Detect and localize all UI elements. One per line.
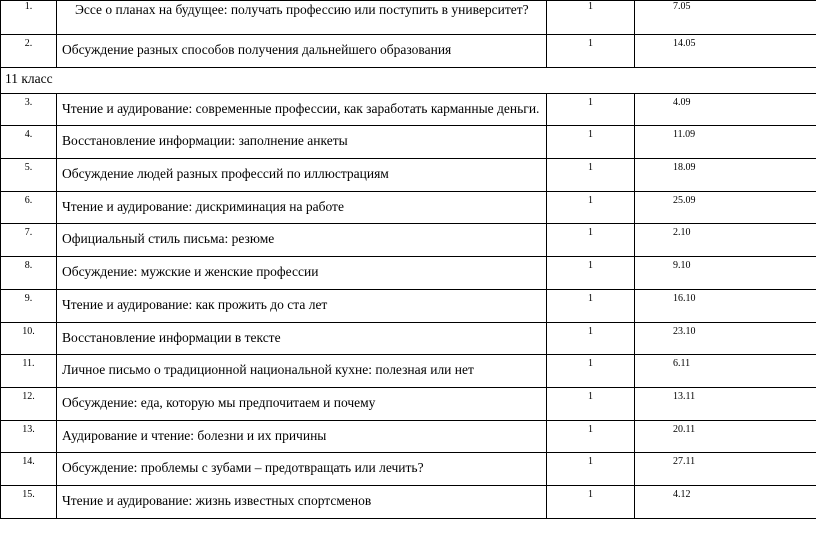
table-row [1,93,816,126]
lesson-number: 4. [1,126,57,159]
lesson-hours: 1 [547,355,635,388]
table-row [1,387,816,420]
section-row [1,67,816,93]
lesson-topic: Восстановление информации: заполнение анкеты [57,126,547,159]
lesson-hours: 1 [547,191,635,224]
lesson-date: 4.12 [635,485,816,518]
lesson-date: 2.10 [635,224,816,257]
lesson-date: 9.10 [635,257,816,290]
table-row [1,191,816,224]
lesson-hours: 1 [547,387,635,420]
lesson-topic: Аудирование и чтение: болезни и их причины [57,420,547,453]
table-row [1,355,816,388]
lesson-hours: 1 [547,420,635,453]
table-row [1,485,816,518]
lesson-topic: Восстановление информации в тексте [57,322,547,355]
lesson-date: 7.05 [635,1,816,35]
lesson-hours: 1 [547,322,635,355]
table-row [1,126,816,159]
table-row [1,322,816,355]
lesson-hours: 1 [547,1,635,35]
lesson-date: 4.09 [635,93,816,126]
table-row [1,453,816,486]
lesson-date: 25.09 [635,191,816,224]
lesson-plan-body [1,1,816,519]
section-label: 11 класс [1,67,816,93]
lesson-topic: Чтение и аудирование: жизнь известных спортсменов [57,485,547,518]
lesson-topic: Личное письмо о традиционной национальной кухне: полезная или нет [57,355,547,388]
lesson-topic: Обсуждение: мужские и женские профессии [57,257,547,290]
lesson-date: 13.11 [635,387,816,420]
lesson-number: 3. [1,93,57,126]
lesson-date: 18.09 [635,159,816,192]
lesson-hours: 1 [547,35,635,68]
lesson-date: 6.11 [635,355,816,388]
lesson-hours: 1 [547,289,635,322]
table-row [1,1,816,35]
lesson-number: 10. [1,322,57,355]
lesson-topic: Эссе о планах на будущее: получать профессию или поступить в университет? [57,1,547,35]
lesson-topic: Чтение и аудирование: как прожить до ста лет [57,289,547,322]
lesson-number: 15. [1,485,57,518]
lesson-number: 5. [1,159,57,192]
lesson-hours: 1 [547,224,635,257]
lesson-date: 20.11 [635,420,816,453]
lesson-date: 27.11 [635,453,816,486]
lesson-number: 2. [1,35,57,68]
lesson-number: 6. [1,191,57,224]
lesson-date: 11.09 [635,126,816,159]
table-row [1,35,816,68]
lesson-topic: Обсуждение: проблемы с зубами – предотвращать или лечить? [57,453,547,486]
lesson-topic: Обсуждение разных способов получения дальнейшего образования [57,35,547,68]
table-row [1,224,816,257]
table-row [1,257,816,290]
lesson-number: 1. [1,1,57,35]
lesson-hours: 1 [547,257,635,290]
lesson-topic: Чтение и аудирование: современные профессии, как заработать карманные деньги. [57,93,547,126]
lesson-number: 8. [1,257,57,290]
lesson-number: 7. [1,224,57,257]
lesson-number: 12. [1,387,57,420]
lesson-topic: Обсуждение: еда, которую мы предпочитаем и почему [57,387,547,420]
lesson-topic: Официальный стиль письма: резюме [57,224,547,257]
lesson-topic: Чтение и аудирование: дискриминация на работе [57,191,547,224]
lesson-topic: Обсуждение людей разных профессий по иллюстрациям [57,159,547,192]
lesson-hours: 1 [547,126,635,159]
lesson-date: 23.10 [635,322,816,355]
lesson-number: 14. [1,453,57,486]
table-row [1,159,816,192]
lesson-hours: 1 [547,93,635,126]
lesson-number: 11. [1,355,57,388]
lesson-hours: 1 [547,485,635,518]
table-row [1,289,816,322]
lesson-date: 14.05 [635,35,816,68]
lesson-number: 9. [1,289,57,322]
lesson-hours: 1 [547,159,635,192]
lesson-date: 16.10 [635,289,816,322]
lesson-hours: 1 [547,453,635,486]
table-row [1,420,816,453]
lesson-number: 13. [1,420,57,453]
